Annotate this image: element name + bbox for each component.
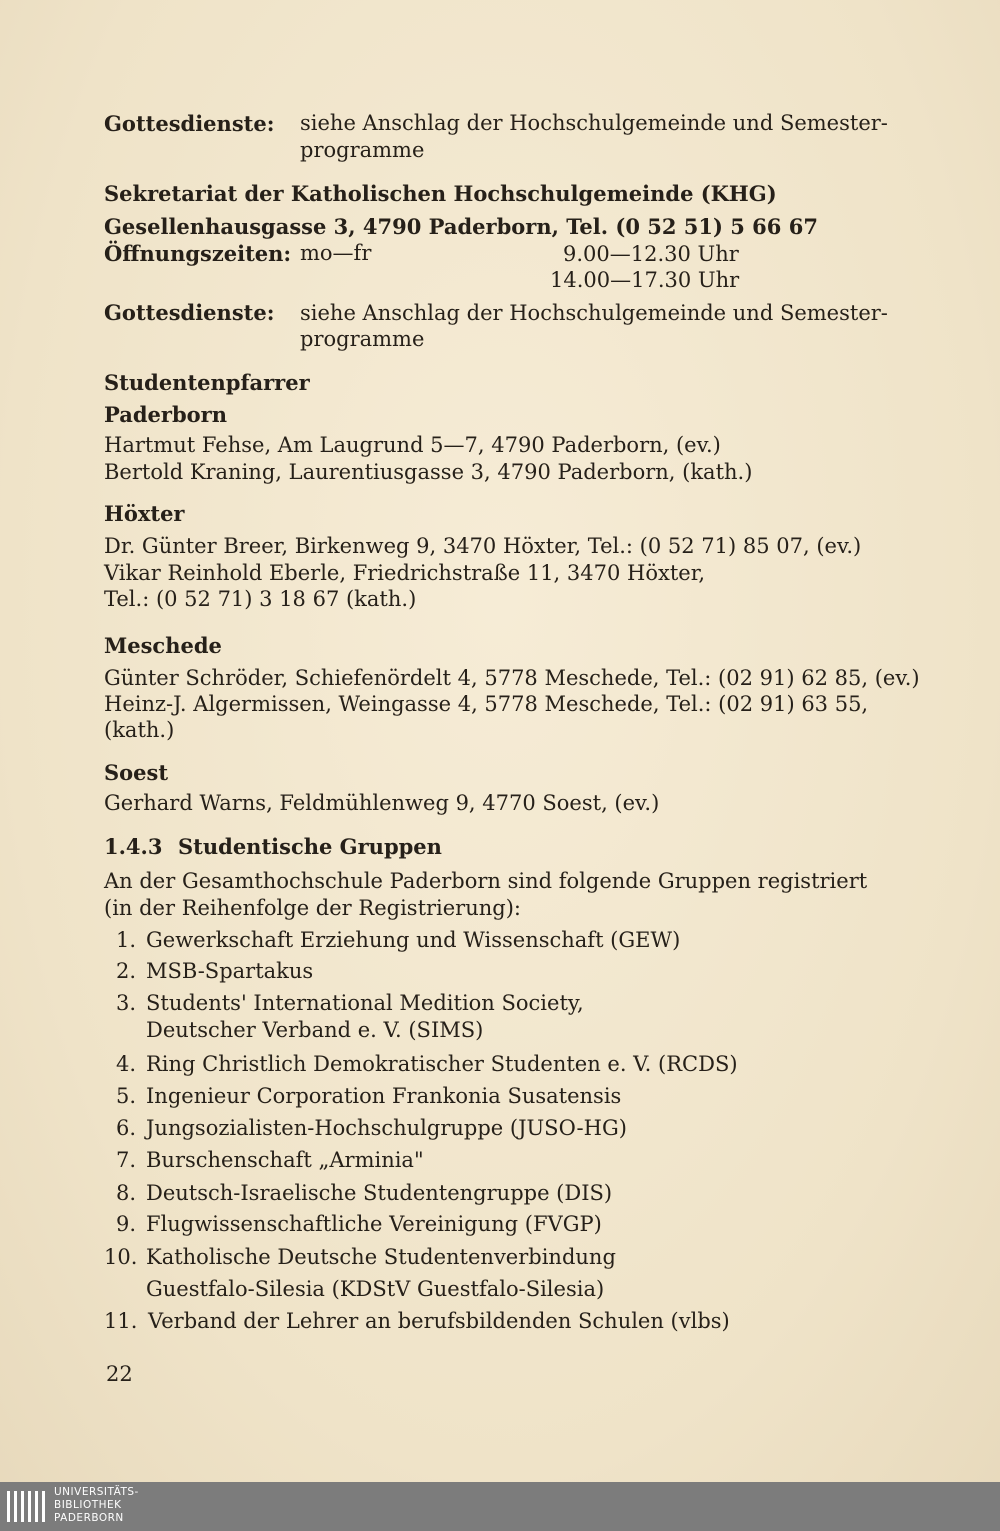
list-item-number: 8. — [116, 1181, 137, 1205]
list-item-number: 9. — [116, 1212, 137, 1236]
worship-text-line1-top: siehe Anschlag der Hochschulgemeinde und Semester- — [300, 111, 888, 135]
meschede-line1: Günter Schröder, Schiefenördelt 4, 5778 Meschede, Tel.: (02 91) 62 85, (ev.) — [104, 666, 920, 690]
library-name-line2: BIBLIOTHEK — [54, 1499, 122, 1511]
list-item-number: 2. — [116, 959, 137, 983]
list-item: Gewerkschaft Erziehung und Wissenschaft (GEW) — [146, 928, 681, 952]
list-item-continuation: Guestfalo-Silesia (KDStV Guestfalo-Silesia) — [146, 1277, 605, 1301]
list-item: Flugwissenschaftliche Vereinigung (FVGP) — [146, 1212, 602, 1236]
khg-worship-line2: programme — [300, 327, 425, 351]
groups-intro-line2: (in der Reihenfolge der Registrierung): — [104, 896, 521, 920]
list-item-number: 4. — [116, 1052, 137, 1076]
city-paderborn: Paderborn — [104, 402, 227, 427]
list-item: MSB-Spartakus — [146, 959, 314, 983]
list-item: Ingenieur Corporation Frankonia Susatensis — [146, 1084, 622, 1108]
city-soest: Soest — [104, 760, 169, 785]
meschede-line3: (kath.) — [104, 718, 175, 742]
list-item: Jungsozialisten-Hochschulgruppe (JUSO-HG) — [146, 1116, 627, 1140]
paderborn-line1: Hartmut Fehse, Am Laugrund 5—7, 4790 Paderborn, (ev.) — [104, 433, 721, 457]
khg-worship-line1: siehe Anschlag der Hochschulgemeinde und Semester- — [300, 301, 888, 325]
worship-label-top: Gottesdienste: — [104, 111, 275, 136]
section-number: 1.4.3 — [104, 834, 163, 859]
meschede-line2: Heinz-J. Algermissen, Weingasse 4, 5778 Meschede, Tel.: (02 91) 63 55, — [104, 692, 869, 716]
list-item-number: 3. — [116, 991, 137, 1015]
paderborn-line2: Bertold Kraning, Laurentiusgasse 3, 4790 Paderborn, (kath.) — [104, 460, 753, 484]
worship-text-line2-top: programme — [300, 138, 425, 162]
list-item-number: 11. — [104, 1309, 138, 1333]
list-item: Students' International Medition Society, — [146, 991, 584, 1015]
hoexter-line1: Dr. Günter Breer, Birkenweg 9, 3470 Höxter, Tel.: (0 52 71) 85 07, (ev.) — [104, 534, 862, 558]
khg-hours-time2: 14.00—17.30 Uhr — [550, 268, 740, 292]
library-logo-icon — [6, 1488, 46, 1525]
pastors-heading: Studentenpfarrer — [104, 370, 310, 395]
list-item-continuation: Deutscher Verband e. V. (SIMS) — [146, 1018, 484, 1042]
khg-worship-label: Gottesdienste: — [104, 300, 275, 325]
khg-hours-days: mo—fr — [300, 241, 372, 265]
list-item: Deutsch-Israelische Studentengruppe (DIS) — [146, 1181, 613, 1205]
library-name-line3: PADERBORN — [54, 1512, 124, 1524]
list-item-number: 1. — [116, 928, 137, 952]
khg-address: Gesellenhausgasse 3, 4790 Paderborn, Tel. (0 52 51) 5 66 67 — [104, 214, 818, 239]
khg-hours-label: Öffnungszeiten: — [104, 241, 292, 266]
section-title: Studentische Gruppen — [178, 834, 442, 859]
hoexter-line3: Tel.: (0 52 71) 3 18 67 (kath.) — [104, 587, 417, 611]
list-item: Verband der Lehrer an berufsbildenden Schulen (vlbs) — [148, 1309, 730, 1333]
list-item-number: 7. — [116, 1148, 137, 1172]
city-meschede: Meschede — [104, 633, 222, 658]
list-item-number: 5. — [116, 1084, 137, 1108]
khg-hours-time1: 9.00—12.30 Uhr — [563, 242, 739, 266]
list-item: Katholische Deutsche Studentenverbindung — [146, 1245, 616, 1269]
city-hoexter: Höxter — [104, 501, 185, 526]
library-footer-bar — [0, 1482, 1000, 1531]
list-item: Ring Christlich Demokratischer Studenten e. V. (RCDS) — [146, 1052, 738, 1076]
list-item-number: 6. — [116, 1116, 137, 1140]
khg-heading: Sekretariat der Katholischen Hochschulgemeinde (KHG) — [104, 181, 777, 206]
soest-line1: Gerhard Warns, Feldmühlenweg 9, 4770 Soest, (ev.) — [104, 791, 660, 815]
list-item: Burschenschaft „Arminia" — [146, 1148, 424, 1172]
list-item-number: 10. — [104, 1245, 138, 1269]
page-number: 22 — [106, 1362, 133, 1386]
library-name-line1: UNIVERSITÄTS- — [54, 1486, 139, 1498]
hoexter-line2: Vikar Reinhold Eberle, Friedrichstraße 11, 3470 Höxter, — [104, 561, 706, 585]
library-name — [54, 1486, 139, 1525]
groups-intro-line1: An der Gesamthochschule Paderborn sind folgende Gruppen registriert — [104, 869, 868, 893]
